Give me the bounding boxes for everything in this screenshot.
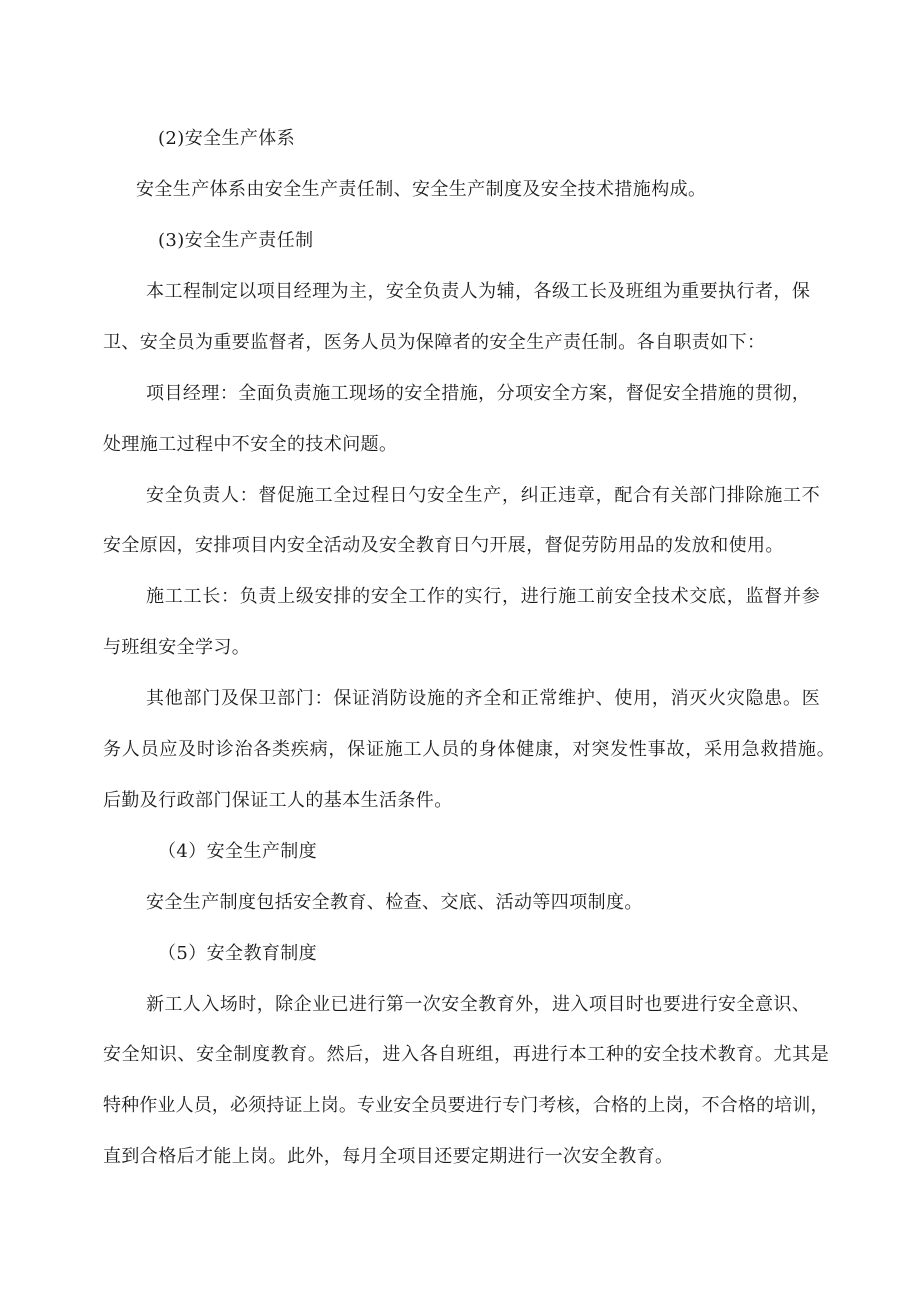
paragraph-line: 务 人 员 应 及 时 诊 治 各 类 疾 病 ， 保 证 施 工 人 员 的 身 体 健 康 ， 对 突 发 性 事 故 ， 采 用 急 救 措 施 。 — [103, 739, 835, 760]
paragraph-line: 安全生产体系由安全生产责任制、安全生产制度及安全技术措施构成。 — [136, 179, 707, 200]
section-heading-safety-education: （5）安全教育制度 — [158, 943, 318, 964]
section-heading-responsibility: (3)安全生产责任制 — [158, 230, 314, 251]
paragraph-line: 卫、安全员为重要监督者，医务人员为保障者的安全生产责任制。各自职责如下： — [103, 332, 766, 353]
paragraph-line: 与班组安全学习。 — [103, 637, 251, 658]
paragraph-line: 后勤及行政部门保证工人的基本生活条件。 — [103, 790, 453, 811]
paragraph-line: 本 工 程 制 定 以 项 目 经 理 为 主 ， 安 全 负 责 人 为 辅 ， 各 级 工 长 及 班 组 为 重 要 执 行 者 ， 保 — [146, 281, 810, 302]
section-heading-safety-system: (2)安全生产体系 — [158, 128, 296, 149]
paragraph-line: 特 种 作 业 人 员 ， 必 须 持 证 上 岗 。 专 业 安 全 员 要 进 行 专 门 考 核 ， 合 格 的 上 岗 ， 不 合 格 的 培 训 ， — [103, 1095, 829, 1116]
paragraph-line: 安 全 知 识 、 安 全 制 度 教 育 。 然 后 ， 进 入 各 自 班 组 ， 再 进 行 本 工 种 的 安 全 技 术 教 育 。 尤 其 是 — [103, 1044, 829, 1065]
paragraph-line: 处理施工过程中不安全的技术问题。 — [103, 434, 398, 455]
paragraph-line: 直到合格后才能上岗。此外，每月全项目还要定期进行一次安全教育。 — [103, 1146, 674, 1167]
paragraph-line: 项 目 经 理 ： 全 面 负 责 施 工 现 场 的 安 全 措 施 ， 分 项 安 全 方 案 ， 督 促 安 全 措 施 的 贯 彻 ， — [146, 383, 810, 404]
section-heading-safety-rules: （4）安全生产制度 — [158, 841, 318, 862]
paragraph-line: 安全原因，安排项目内安全活动及安全教育日勺开展，督促劳防用品的发放和使用。 — [103, 535, 784, 556]
paragraph-line: 安 全 负 责 人 ： 督 促 施 工 全 过 程 日 勺 安 全 生 产 ， 纠 正 违 章 ， 配 合 有 关 部 门 排 除 施 工 不 — [146, 485, 820, 506]
paragraph-line: 安全生产制度包括安全教育、检查、交底、活动等四项制度。 — [146, 892, 643, 913]
paragraph-line: 施 工 工 长 ： 负 责 上 级 安 排 的 安 全 工 作 的 实 行 ， 进 行 施 工 前 安 全 技 术 交 底 ， 监 督 并 参 — [146, 586, 820, 607]
paragraph-line: 其 他 部 门 及 保 卫 部 门 ： 保 证 消 防 设 施 的 齐 全 和 正 常 维 护 、 使 用 ， 消 灭 火 灾 隐 患 。 医 — [146, 688, 820, 709]
paragraph-line: 新 工 人 入 场 时 ， 除 企 业 已 进 行 第 一 次 安 全 教 育 外 ， 进 入 项 目 时 也 要 进 行 安 全 意 识 、 — [146, 994, 810, 1015]
